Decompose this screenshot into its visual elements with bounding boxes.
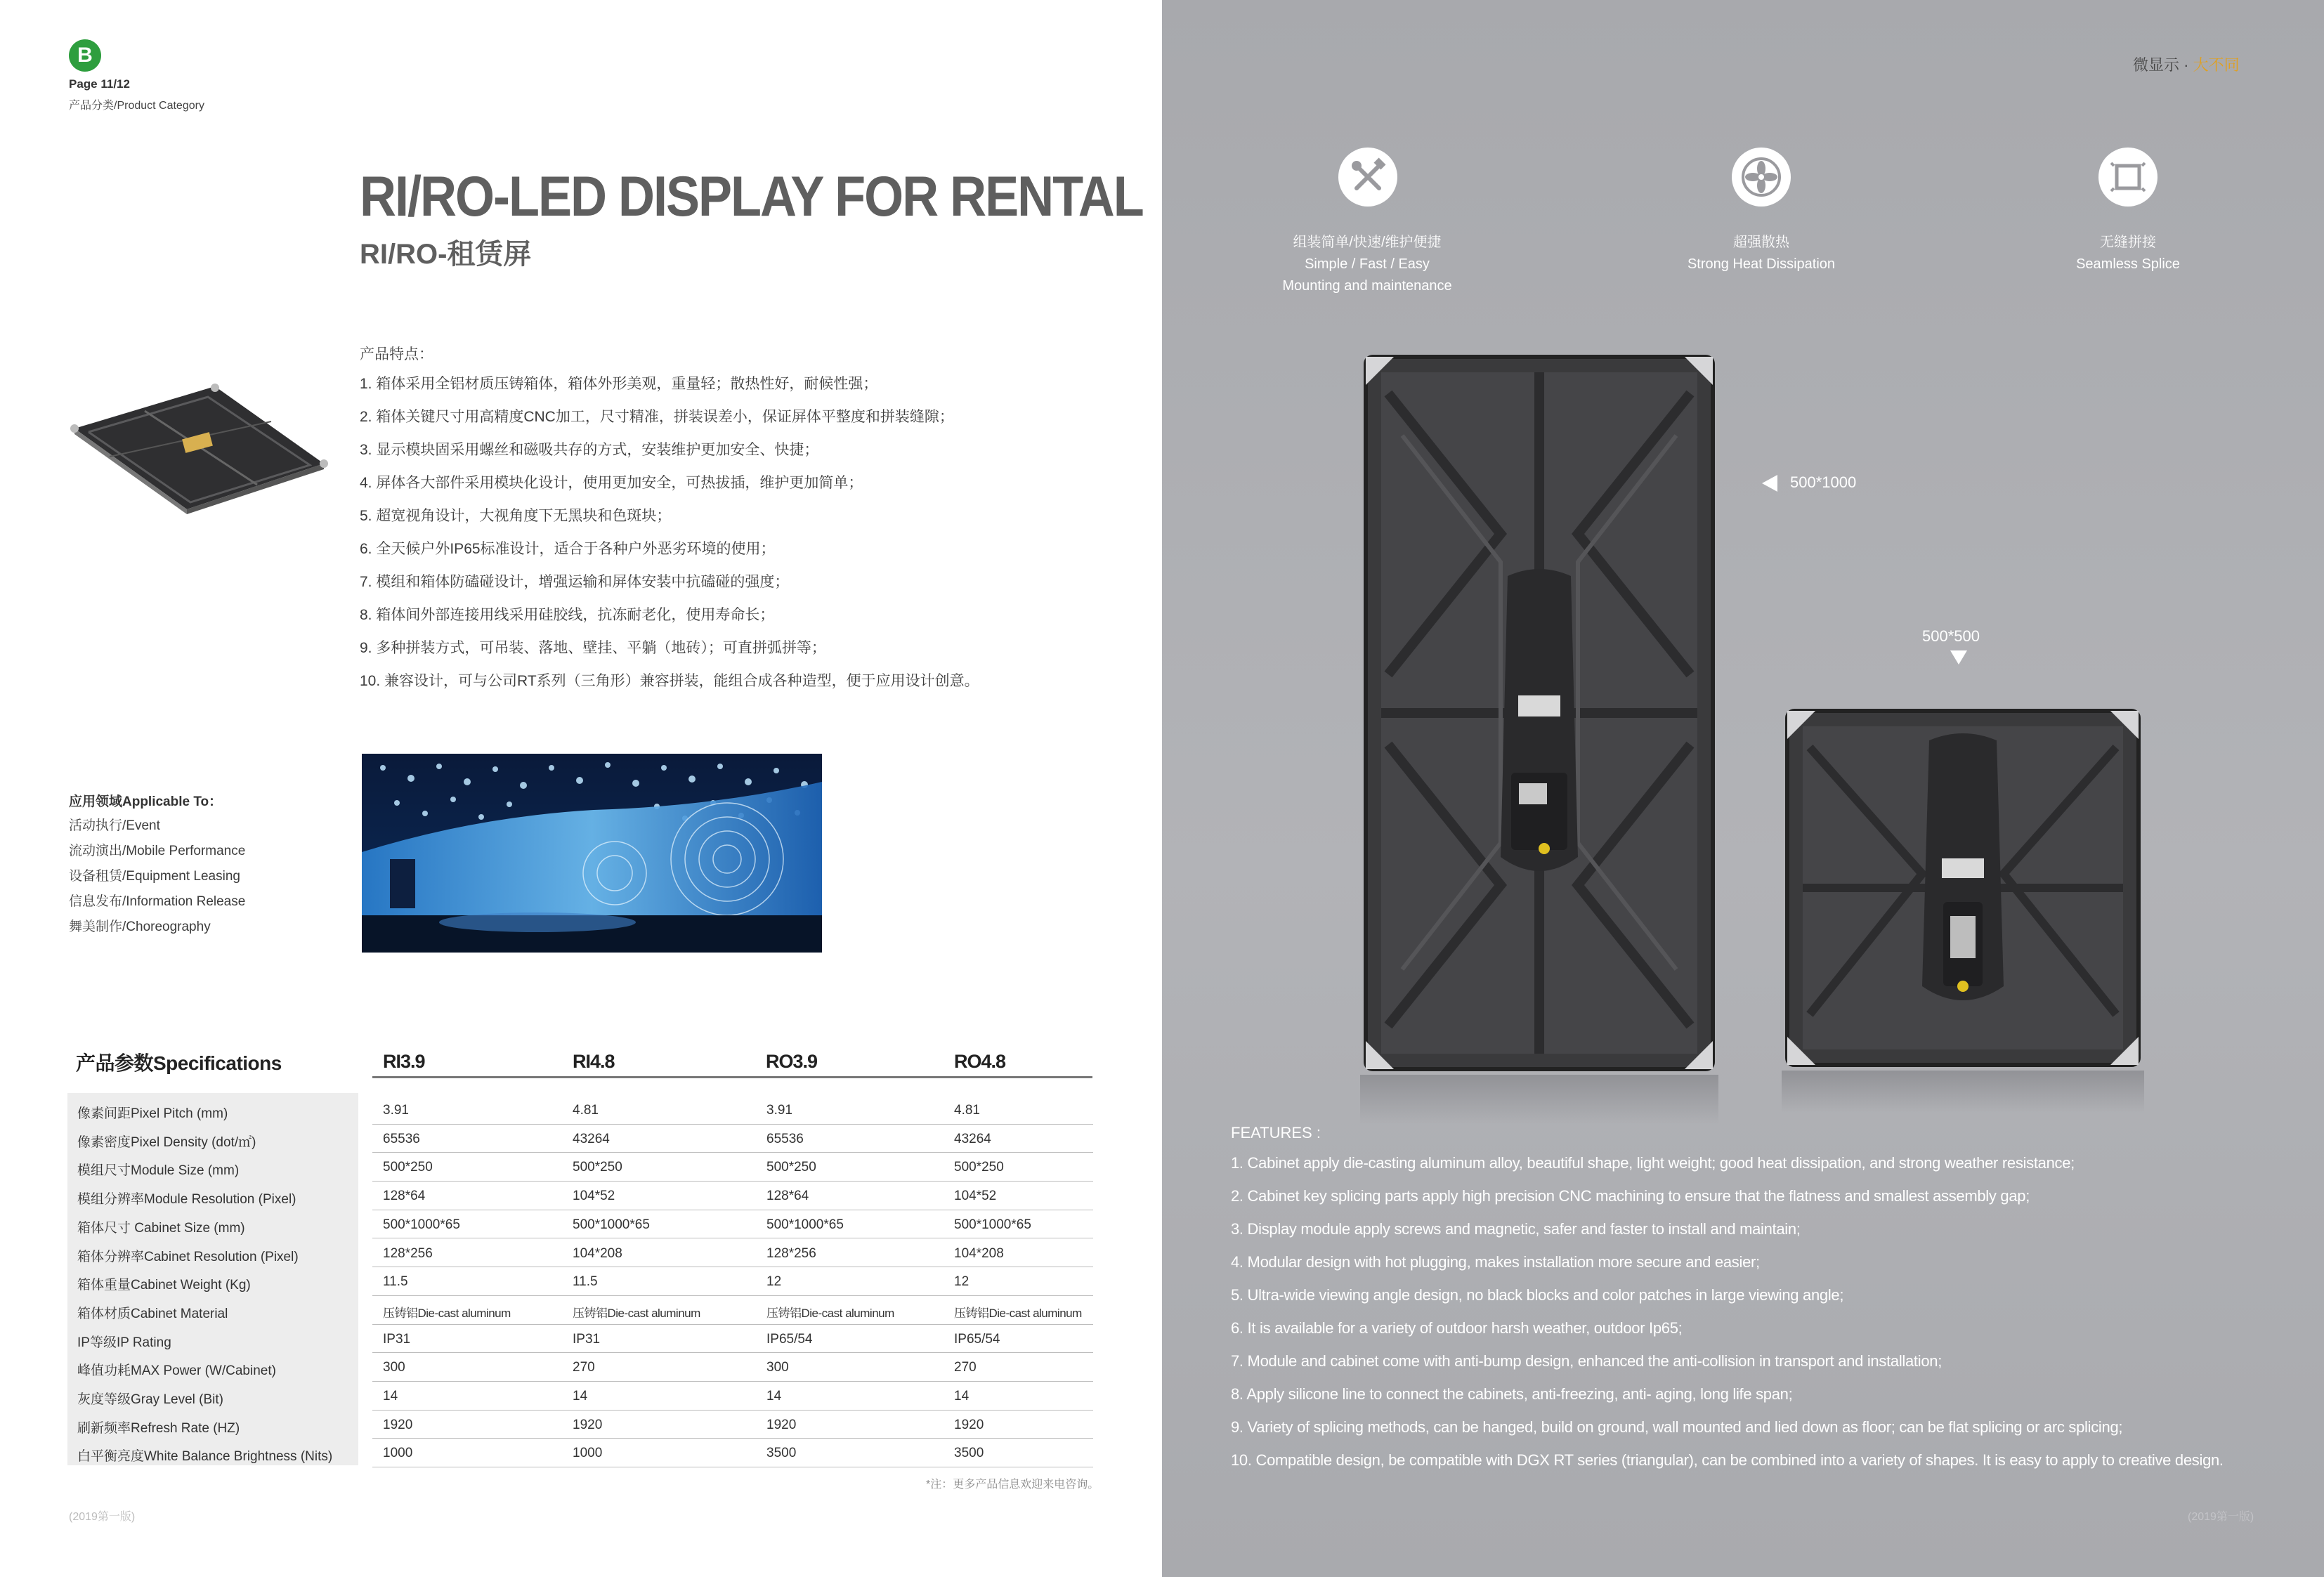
feature-cn-item: 3. 显示模块固采用螺丝和磁吸共存的方式，安装维护更加安全、快捷； xyxy=(360,442,819,458)
spec-cell: 500*250 xyxy=(954,1160,1004,1175)
spec-cell: 压铸铝Die-cast aluminum xyxy=(766,1306,894,1320)
feature-icon-caption xyxy=(1663,232,1860,275)
feature-cn-item: 9. 多种拼装方式，可吊装、落地、壁挂、平躺（地砖）；可直拼弧拼等； xyxy=(360,640,826,656)
features-cn-list xyxy=(360,372,979,702)
spec-cell: 43264 xyxy=(573,1131,610,1146)
feature-cn-item: 10. 兼容设计，可与公司RT系列（三角形）兼容拼装，能组合成各种造型，便于应用设计创意。 xyxy=(360,673,979,689)
spec-row-label: 箱体尺寸 Cabinet Size (mm) xyxy=(77,1220,245,1236)
spec-cell: 500*1000*65 xyxy=(383,1217,460,1232)
spec-cell: 65536 xyxy=(383,1131,420,1146)
product-category: 产品分类/Product Category xyxy=(69,100,204,112)
caption-line: Mounting and maintenance xyxy=(1282,278,1452,294)
application-item: 流动演出/Mobile Performance xyxy=(69,844,246,858)
spec-cell: 1000 xyxy=(573,1446,603,1461)
spec-cell: 104*208 xyxy=(954,1245,1004,1261)
spec-cell: 270 xyxy=(573,1360,595,1375)
feature-en-item: 5. Ultra-wide viewing angle design, no black blocks and color patches in large viewing angle; xyxy=(1231,1286,1844,1304)
spec-cell: IP65/54 xyxy=(766,1331,813,1347)
cabinet-large-reflection xyxy=(1360,1075,1718,1124)
feature-cn-item: 4. 屏体各大部件采用模块化设计，使用更加安全，可热拔插，维护更加简单； xyxy=(360,475,863,491)
spec-cell: 500*1000*65 xyxy=(766,1217,844,1232)
feature-cn-item: 8. 箱体间外部连接用线采用硅胶线，抗冻耐老化，使用寿命长； xyxy=(360,607,775,623)
size-label-large: 500*1000 xyxy=(1790,473,1857,491)
arrow-down-icon xyxy=(1950,650,1967,665)
spec-row xyxy=(67,1210,1093,1239)
spec-cell: 1920 xyxy=(766,1417,797,1432)
feature-en-item: 2. Cabinet key splicing parts apply high precision CNC machining to ensure that the flatness and smallest assembly gap; xyxy=(1231,1187,2030,1205)
spec-cell: 65536 xyxy=(766,1131,804,1146)
feature-en-item: 8. Apply silicone line to connect the cabinets, anti-freezing, anti- aging, long life span; xyxy=(1231,1385,1793,1403)
caption-line: Simple / Fast / Easy xyxy=(1305,256,1430,272)
spec-cell: 128*256 xyxy=(383,1245,433,1261)
spec-column-header: RI4.8 xyxy=(573,1051,615,1072)
spec-cell: 压铸铝Die-cast aluminum xyxy=(954,1306,1082,1320)
spec-cell: 14 xyxy=(383,1389,398,1403)
spec-row xyxy=(67,1125,1093,1153)
cabinet-large-image xyxy=(1360,351,1718,1075)
brand-logo: B xyxy=(69,39,101,72)
spec-cell: 3500 xyxy=(766,1446,797,1461)
spec-row-label: 像素密度Pixel Density (dot/㎡) xyxy=(77,1134,256,1150)
feature-cn-item: 5. 超宽视角设计，大视角度下无黑块和色斑块； xyxy=(360,508,672,524)
spec-cell: 500*250 xyxy=(383,1160,433,1175)
spec-cell: 4.81 xyxy=(954,1103,980,1118)
spec-row xyxy=(67,1325,1093,1354)
spec-row xyxy=(67,1153,1093,1182)
cabinet-perspective-image xyxy=(67,379,329,514)
spec-cell: 14 xyxy=(954,1389,970,1403)
edition-footer: (2019第一版) xyxy=(69,1511,136,1523)
spec-cell: 3500 xyxy=(954,1446,984,1461)
spec-cell: 1920 xyxy=(954,1417,984,1432)
spec-cell: 500*1000*65 xyxy=(573,1217,650,1232)
spec-row xyxy=(67,1182,1093,1210)
spec-row xyxy=(67,1096,1093,1125)
spec-cell: 1000 xyxy=(383,1446,413,1461)
spec-row xyxy=(67,1239,1093,1268)
spec-row-label: IP等级IP Rating xyxy=(77,1335,171,1350)
spec-row-label: 峰值功耗MAX Power (W/Cabinet) xyxy=(77,1363,276,1379)
fan-icon xyxy=(1732,148,1791,207)
spec-cell: 4.81 xyxy=(573,1103,599,1118)
spec-row-label: 模组分辨率Module Resolution (Pixel) xyxy=(77,1192,296,1208)
feature-en-item: 4. Modular design with hot plugging, makes installation more secure and easier; xyxy=(1231,1253,1760,1271)
spec-cell: 300 xyxy=(766,1360,789,1375)
spec-cell: 14 xyxy=(766,1389,782,1403)
spec-cell: IP31 xyxy=(383,1331,411,1347)
spec-row xyxy=(67,1296,1093,1325)
spec-cell: 3.91 xyxy=(383,1103,409,1118)
spec-cell: 128*256 xyxy=(766,1245,816,1261)
page-title: RI/RO-LED DISPLAY FOR RENTAL xyxy=(360,165,1143,228)
spec-row xyxy=(67,1439,1093,1467)
feature-cn-item: 6. 全天候户外IP65标准设计，适合于各种户外恶劣环境的使用； xyxy=(360,541,776,557)
tools-icon xyxy=(1338,148,1397,207)
spec-cell: 压铸铝Die-cast aluminum xyxy=(573,1306,700,1320)
page-number: Page 11/12 xyxy=(69,77,130,91)
caption-line: 组装简单/快速/维护便捷 xyxy=(1293,235,1442,250)
spec-cell: 12 xyxy=(766,1274,782,1290)
spec-row-label: 白平衡亮度White Balance Brightness (Nits) xyxy=(77,1449,333,1465)
application-item: 设备租赁/Equipment Leasing xyxy=(69,869,240,884)
feature-en-item: 7. Module and cabinet come with anti-bump design, enhanced the anti-collision in transport and installation; xyxy=(1231,1352,1943,1370)
spec-cell: 128*64 xyxy=(766,1189,809,1204)
page-subtitle: RI/RO-租赁屏 xyxy=(360,239,532,270)
spec-cell: 300 xyxy=(383,1360,405,1375)
feature-en-item: 9. Variety of splicing methods, can be hanged, build on ground, wall mounted and lied down as floor; can be flat splicing or arc splicing; xyxy=(1231,1418,2123,1436)
caption-line: Strong Heat Dissipation xyxy=(1687,256,1836,272)
applications-list xyxy=(69,815,245,941)
application-item: 舞美制作/Choreography xyxy=(69,920,211,934)
spec-cell: 14 xyxy=(573,1389,588,1403)
specs-title: 产品参数Specifications xyxy=(76,1052,282,1074)
spec-cell: IP65/54 xyxy=(954,1331,1000,1347)
feature-cn-item: 1. 箱体采用全铝材质压铸箱体，箱体外形美观，重量轻；散热性好，耐候性强； xyxy=(360,376,878,392)
size-label-small: 500*500 xyxy=(1922,627,1980,645)
brand-slogan-accent: 大不同 xyxy=(2193,56,2240,74)
feature-cn-item: 2. 箱体关键尺寸用高精度CNC加工，尺寸精准，拼装误差小，保证屏体平整度和拼装缝隙； xyxy=(360,409,954,425)
spec-row xyxy=(67,1411,1093,1439)
spec-cell: 11.5 xyxy=(383,1274,408,1290)
caption-line: Seamless Splice xyxy=(2076,256,2180,272)
spec-cell: 270 xyxy=(954,1360,977,1375)
spec-cell: 104*52 xyxy=(954,1189,997,1204)
spec-row-label: 灰度等级Gray Level (Bit) xyxy=(77,1392,223,1407)
splice-icon xyxy=(2098,148,2157,207)
spec-cell: 104*52 xyxy=(573,1189,615,1204)
spec-row xyxy=(67,1353,1093,1382)
arrow-left-icon xyxy=(1762,475,1777,492)
spec-cell: 104*208 xyxy=(573,1245,622,1261)
spec-column-header: RI3.9 xyxy=(383,1051,425,1072)
feature-en-item: 10. Compatible design, be compatible with DGX RT series (triangular), can be combined into a variety of shapes. It is easy to apply to creative design. xyxy=(1231,1451,2224,1469)
spec-cell: 500*250 xyxy=(573,1160,622,1175)
spec-row-label: 箱体分辨率Cabinet Resolution (Pixel) xyxy=(77,1249,299,1264)
spec-cell: 128*64 xyxy=(383,1189,426,1204)
spec-cell: 500*1000*65 xyxy=(954,1217,1031,1232)
features-cn-heading: 产品特点： xyxy=(360,346,433,362)
application-item: 活动执行/Event xyxy=(69,818,160,833)
spec-column-header: RO4.8 xyxy=(954,1051,1006,1072)
caption-line: 超强散热 xyxy=(1733,235,1789,250)
caption-line: 无缝拼接 xyxy=(2100,235,2156,250)
spec-cell: 12 xyxy=(954,1274,970,1290)
spec-cell: 3.91 xyxy=(766,1103,792,1118)
cabinet-small-reflection xyxy=(1782,1071,2144,1113)
feature-en-item: 3. Display module apply screws and magnetic, safer and faster to install and maintain; xyxy=(1231,1220,1801,1238)
stage-photo xyxy=(362,754,822,953)
feature-icon-caption xyxy=(2030,232,2226,275)
feature-en-item: 1. Cabinet apply die-casting aluminum alloy, beautiful shape, light weight; good heat dissipation, and strong weather resistance; xyxy=(1231,1154,2075,1172)
spec-column-header: RO3.9 xyxy=(766,1051,818,1072)
spec-header-rule xyxy=(372,1076,1092,1078)
spec-row-label: 像素间距Pixel Pitch (mm) xyxy=(77,1106,228,1121)
spec-row xyxy=(67,1382,1093,1411)
spec-cell: 11.5 xyxy=(573,1274,598,1290)
right-page xyxy=(1162,0,2324,1577)
spec-row xyxy=(67,1267,1093,1296)
spec-cell: 1920 xyxy=(573,1417,603,1432)
spec-row-label: 箱体材质Cabinet Material xyxy=(77,1306,228,1321)
feature-cn-item: 7. 模组和箱体防磕碰设计，增强运输和屏体安装中抗磕碰的强度； xyxy=(360,574,790,590)
brand-slogan xyxy=(2133,53,2240,75)
spec-row-label: 刷新频率Refresh Rate (HZ) xyxy=(77,1420,240,1436)
features-en-heading: FEATURES : xyxy=(1231,1124,1321,1141)
spec-note: *注：更多产品信息欢迎来电咨询。 xyxy=(926,1479,1099,1491)
spec-cell: 43264 xyxy=(954,1131,991,1146)
applications-heading: 应用领域Applicable To： xyxy=(69,794,223,809)
spec-cell: 压铸铝Die-cast aluminum xyxy=(383,1306,511,1320)
spec-cell: IP31 xyxy=(573,1331,601,1347)
spec-cell: 1920 xyxy=(383,1417,413,1432)
feature-en-item: 6. It is available for a variety of outdoor harsh weather, outdoor Ip65; xyxy=(1231,1319,1683,1337)
brand-slogan-text: 微显示 · xyxy=(2133,56,2193,74)
spec-row-label: 箱体重量Cabinet Weight (Kg) xyxy=(77,1278,251,1293)
spec-cell: 500*250 xyxy=(766,1160,816,1175)
edition-footer: (2019第一版) xyxy=(2188,1511,2254,1523)
features-en-list xyxy=(1231,1154,2224,1484)
cabinet-small-image xyxy=(1782,705,2144,1071)
spec-row-label: 模组尺寸Module Size (mm) xyxy=(77,1163,240,1179)
feature-icon-caption xyxy=(1269,232,1465,297)
application-item: 信息发布/Information Release xyxy=(69,894,246,909)
